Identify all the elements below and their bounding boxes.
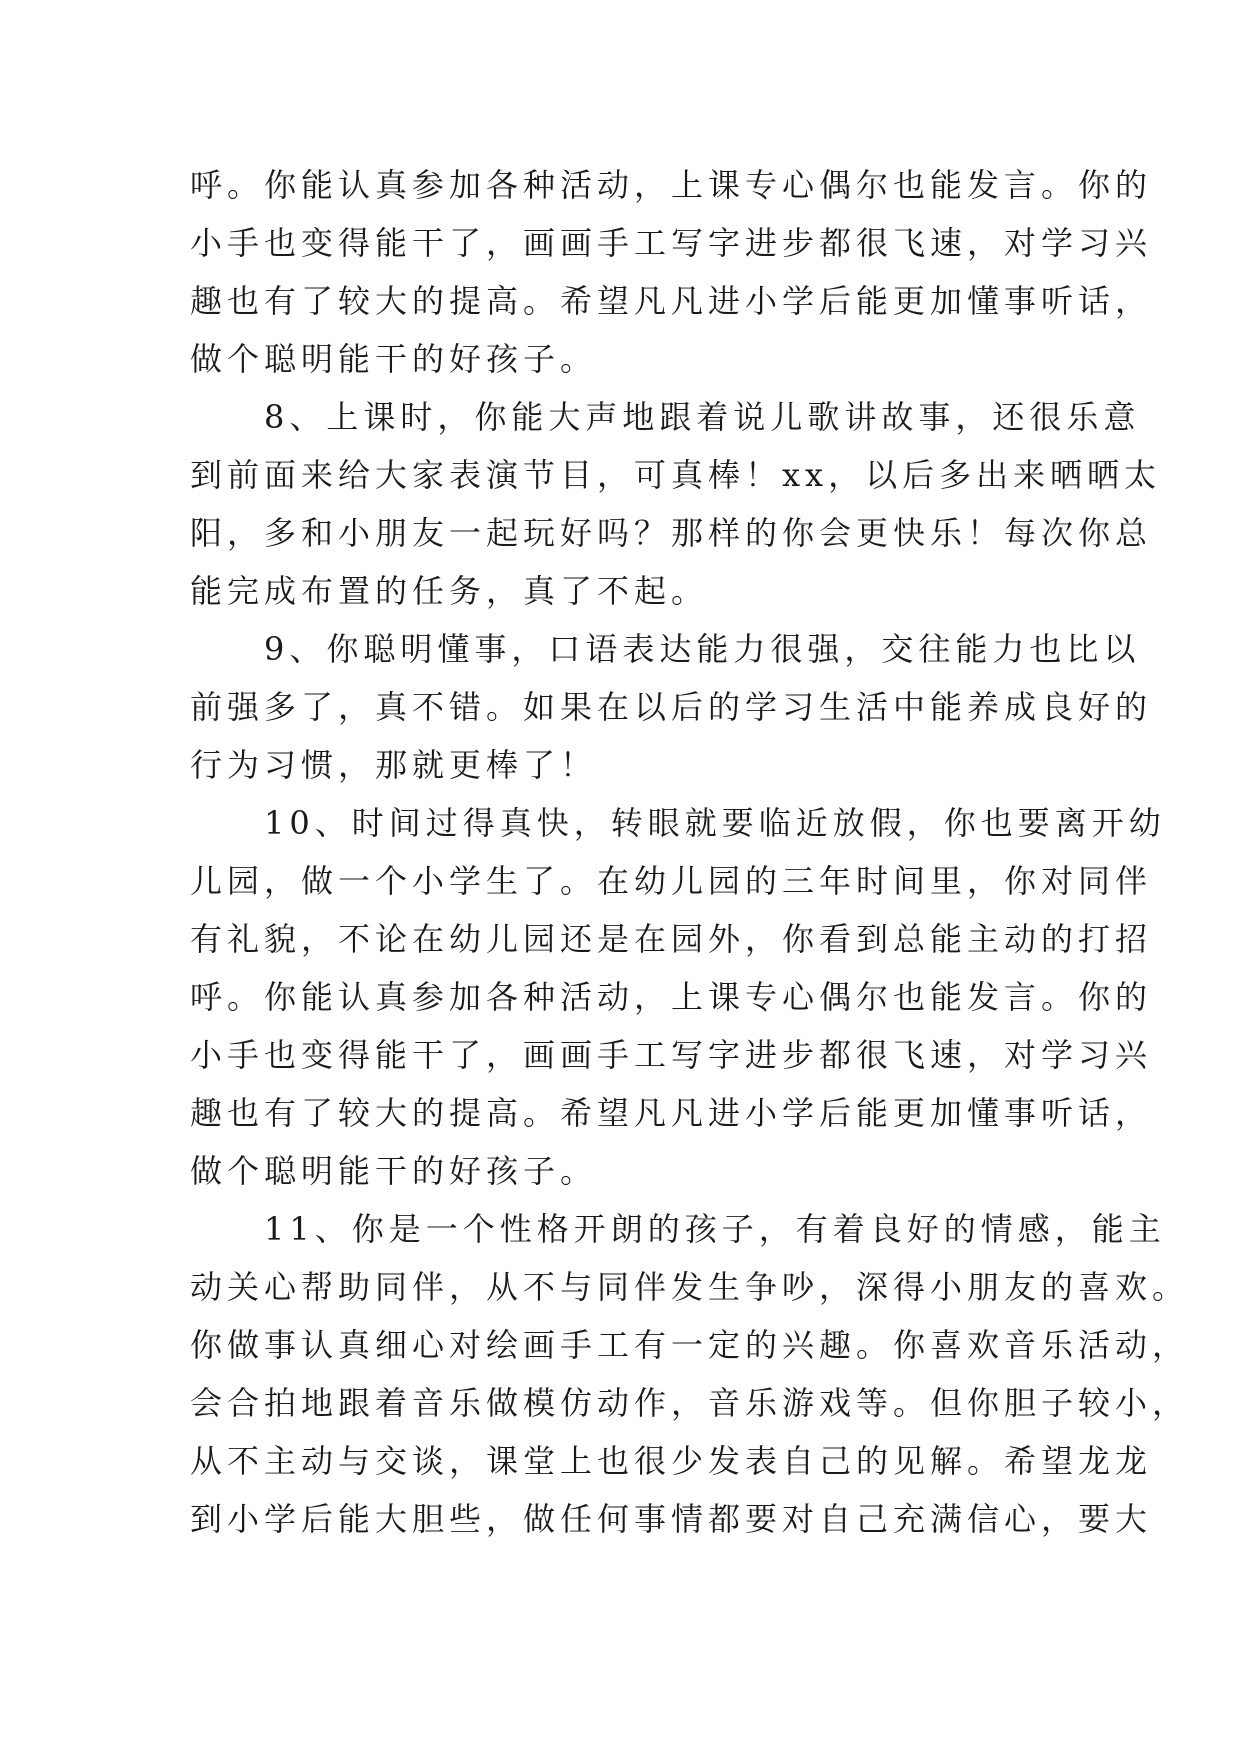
- text-line: 11、你是一个性格开朗的孩子，有着良好的情感，能主: [190, 1210, 1166, 1248]
- text-line: 小手也变得能干了，画画手工写字进步都很飞速，对学习兴: [190, 1036, 1153, 1074]
- text-line: 呼。你能认真参加各种活动，上课专心偶尔也能发言。你的: [190, 166, 1153, 204]
- text-line: 9、你聪明懂事，口语表达能力很强，交往能力也比以: [190, 630, 1141, 668]
- text-line: 会合拍地跟着音乐做模仿动作，音乐游戏等。但你胆子较小，: [190, 1384, 1190, 1422]
- text-line: 10、时间过得真快，转眼就要临近放假，你也要离开幼: [190, 804, 1166, 842]
- text-line: 趣也有了较大的提高。希望凡凡进小学后能更加懂事听话，: [190, 1094, 1153, 1132]
- text-line: 阳，多和小朋友一起玩好吗？那样的你会更快乐！每次你总: [190, 514, 1153, 552]
- text-line: 到小学后能大胆些，做任何事情都要对自己充满信心，要大: [190, 1500, 1153, 1538]
- text-line: 儿园，做一个小学生了。在幼儿园的三年时间里，你对同伴: [190, 862, 1153, 900]
- text-line: 趣也有了较大的提高。希望凡凡进小学后能更加懂事听话，: [190, 282, 1153, 320]
- text-line: 有礼貌，不论在幼儿园还是在园外，你看到总能主动的打招: [190, 920, 1153, 958]
- text-line: 前强多了，真不错。如果在以后的学习生活中能养成良好的: [190, 688, 1153, 726]
- text-line: 小手也变得能干了，画画手工写字进步都很飞速，对学习兴: [190, 224, 1153, 262]
- text-line: 到前面来给大家表演节目，可真棒！xx，以后多出来晒晒太: [190, 456, 1162, 494]
- text-line: 从不主动与交谈，课堂上也很少发表自己的见解。希望龙龙: [190, 1442, 1153, 1480]
- text-line: 动关心帮助同伴，从不与同伴发生争吵，深得小朋友的喜欢。: [190, 1268, 1190, 1306]
- text-line: 行为习惯，那就更棒了！: [190, 746, 598, 784]
- text-line: 做个聪明能干的好孩子。: [190, 1152, 598, 1190]
- text-line: 能完成布置的任务，真了不起。: [190, 572, 709, 610]
- text-line: 8、上课时，你能大声地跟着说儿歌讲故事，还很乐意: [190, 398, 1141, 436]
- text-line: 呼。你能认真参加各种活动，上课专心偶尔也能发言。你的: [190, 978, 1153, 1016]
- document-body: [190, 156, 1190, 1548]
- text-line: 做个聪明能干的好孩子。: [190, 340, 598, 378]
- text-line: 你做事认真细心对绘画手工有一定的兴趣。你喜欢音乐活动，: [190, 1326, 1190, 1364]
